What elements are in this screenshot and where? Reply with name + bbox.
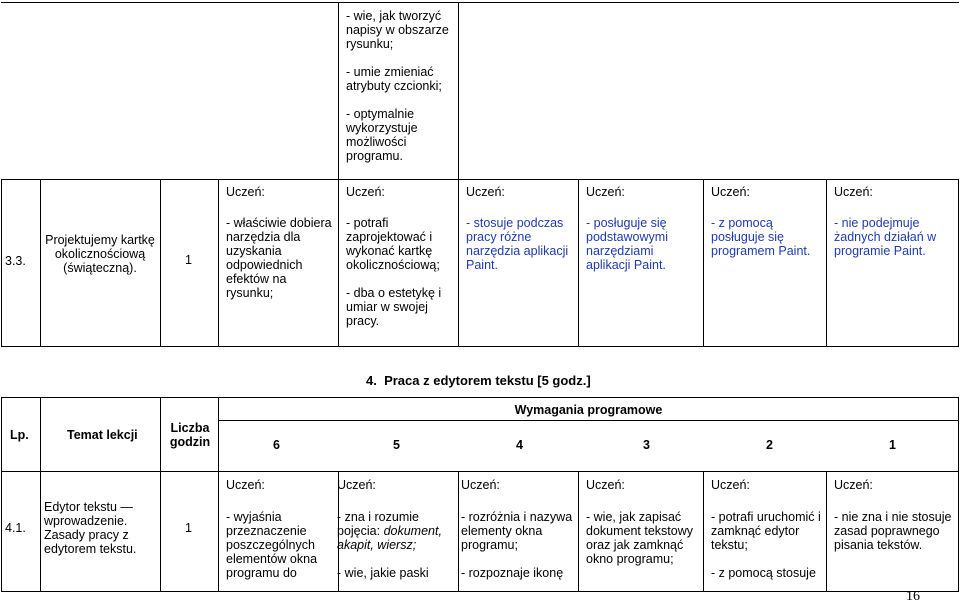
uczen-label: Uczeń: bbox=[834, 185, 873, 199]
requirement-text: - stosuje podczas pracy różne narzędzia aplikacji Paint. bbox=[466, 216, 569, 272]
requirement-text: - rozróżnia i nazywa elementy okna programu; bbox=[461, 510, 573, 552]
requirement-grade-6 bbox=[226, 510, 336, 580]
requirement-text bbox=[337, 510, 455, 552]
uczen-label: Uczeń: bbox=[711, 478, 750, 492]
table1-border bbox=[578, 179, 579, 347]
uczen-label: Uczeń: bbox=[226, 185, 265, 199]
requirement-text: - rozpoznaje ikonę bbox=[461, 566, 564, 580]
header-grade-3: 3 bbox=[643, 438, 650, 452]
requirement-text: - właściwie dobiera narzędzia dla uzyskania odpowiednich efektów na rysunku; bbox=[226, 216, 332, 300]
requirement-grade-4 bbox=[461, 510, 576, 580]
requirement-text: - z pomocą posługuje się programem Paint. bbox=[711, 216, 811, 258]
table2-border bbox=[578, 471, 579, 592]
header-grade-2: 2 bbox=[766, 438, 773, 452]
table2-border bbox=[218, 397, 219, 592]
uczen-label: Uczeń: bbox=[711, 185, 750, 199]
table1-border bbox=[40, 179, 41, 347]
top-block-cell bbox=[346, 9, 456, 163]
table1-row-border bbox=[1, 346, 959, 347]
requirement-text: - potrafi uruchomić i zamknąć edytor tekstu; bbox=[711, 510, 821, 552]
requirement-grade-2 bbox=[711, 510, 824, 580]
table1-border bbox=[458, 2, 459, 179]
table1-top-border bbox=[1, 2, 959, 3]
requirement-grade-4 bbox=[466, 216, 576, 272]
requirement-text: - wie, jak zapisać dokument tekstowy oraz jak zamknąć okno programu; bbox=[586, 510, 693, 566]
header-hours: Liczba godzin bbox=[169, 421, 211, 449]
table1-border bbox=[826, 179, 827, 347]
table1-border bbox=[958, 179, 959, 347]
table2-header-bottom bbox=[1, 471, 959, 472]
top-block-item: - umie zmieniać atrybuty czcionki; bbox=[346, 65, 442, 93]
uczen-label: Uczeń: bbox=[466, 185, 505, 199]
requirement-terms: dokument, akapit, wiersz; bbox=[337, 524, 442, 552]
table2-subheader-border bbox=[218, 420, 959, 421]
requirement-grade-1 bbox=[834, 510, 956, 552]
uczen-label: Uczeń: bbox=[226, 478, 265, 492]
header-grade-1: 1 bbox=[889, 438, 896, 452]
lesson-hours: 1 bbox=[185, 521, 192, 535]
table1-border bbox=[458, 179, 459, 347]
table1-border bbox=[218, 179, 219, 347]
requirement-text: - wyjaśnia przeznaczenie poszczególnych elementów okna programu do bbox=[226, 510, 318, 580]
uczen-label: Uczeń: bbox=[461, 478, 500, 492]
lesson-hours: 1 bbox=[185, 253, 192, 267]
requirement-grade-3 bbox=[586, 510, 701, 566]
uczen-label: Uczeń: bbox=[586, 185, 625, 199]
requirement-text: - nie zna i nie stosuje zasad poprawnego pisania tekstów. bbox=[834, 510, 952, 552]
requirement-grade-6 bbox=[226, 216, 336, 300]
top-block-item: - wie, jak tworzyć napisy w obszarze rysunku; bbox=[346, 9, 449, 51]
table2-border bbox=[160, 397, 161, 592]
header-grade-4: 4 bbox=[516, 438, 523, 452]
table2-border bbox=[40, 397, 41, 592]
requirement-text: - z pomocą stosuje bbox=[711, 566, 816, 580]
header-grade-5: 5 bbox=[393, 438, 400, 452]
requirement-grade-5 bbox=[346, 216, 456, 328]
table2-border bbox=[958, 397, 959, 592]
table1-border bbox=[160, 179, 161, 347]
uczen-label: Uczeń: bbox=[337, 478, 376, 492]
lesson-topic: Projektujemy kartkę okolicznościową (świąteczną). bbox=[45, 233, 155, 275]
table1-border bbox=[1, 179, 2, 347]
page-number: 16 bbox=[906, 589, 920, 604]
requirement-text: - posługuje się podstawowymi narzędziami aplikacji Paint. bbox=[586, 216, 668, 272]
table2-border bbox=[1, 397, 2, 592]
table1-row-border bbox=[1, 179, 959, 180]
header-topic: Temat lekcji bbox=[67, 428, 138, 442]
requirement-text: - potrafi zaprojektować i wykonać kartkę okolicznościową; bbox=[346, 216, 440, 272]
lesson-number: 4.1. bbox=[5, 521, 26, 535]
requirement-text: - wie, jakie paski bbox=[337, 566, 429, 580]
lesson-number: 3.3. bbox=[5, 254, 26, 268]
table1-border bbox=[338, 2, 339, 179]
requirement-grade-5 bbox=[337, 510, 455, 580]
uczen-label: Uczeń: bbox=[834, 478, 873, 492]
table1-border bbox=[338, 179, 339, 347]
table2-top-border bbox=[1, 397, 959, 398]
table2-border bbox=[458, 471, 459, 592]
section-title: 4. Praca z edytorem tekstu [5 godz.] bbox=[366, 373, 591, 388]
table1-border bbox=[703, 179, 704, 347]
uczen-label: Uczeń: bbox=[586, 478, 625, 492]
table2-border bbox=[703, 471, 704, 592]
uczen-label: Uczeń: bbox=[346, 185, 385, 199]
header-grade-6: 6 bbox=[273, 438, 280, 452]
requirement-grade-3 bbox=[586, 216, 700, 272]
table2-bottom-border bbox=[1, 591, 959, 592]
requirement-text: - nie podejmuje żadnych działań w programie Paint. bbox=[834, 216, 937, 258]
lesson-topic: Edytor tekstu — wprowadzenie. Zasady pracy z edytorem tekstu. bbox=[44, 500, 137, 556]
requirement-grade-2 bbox=[711, 216, 823, 258]
table2-border bbox=[826, 471, 827, 592]
requirement-text: - dba o estetykę i umiar w swojej pracy. bbox=[346, 286, 442, 328]
requirement-text-part: - zna i rozumie pojęcia: bbox=[337, 510, 419, 538]
requirement-grade-1 bbox=[834, 216, 956, 258]
header-requirements: Wymagania programowe bbox=[514, 403, 663, 417]
top-block-item: - optymalnie wykorzystuje możliwości programu. bbox=[346, 107, 418, 163]
header-lp: Lp. bbox=[10, 428, 29, 442]
